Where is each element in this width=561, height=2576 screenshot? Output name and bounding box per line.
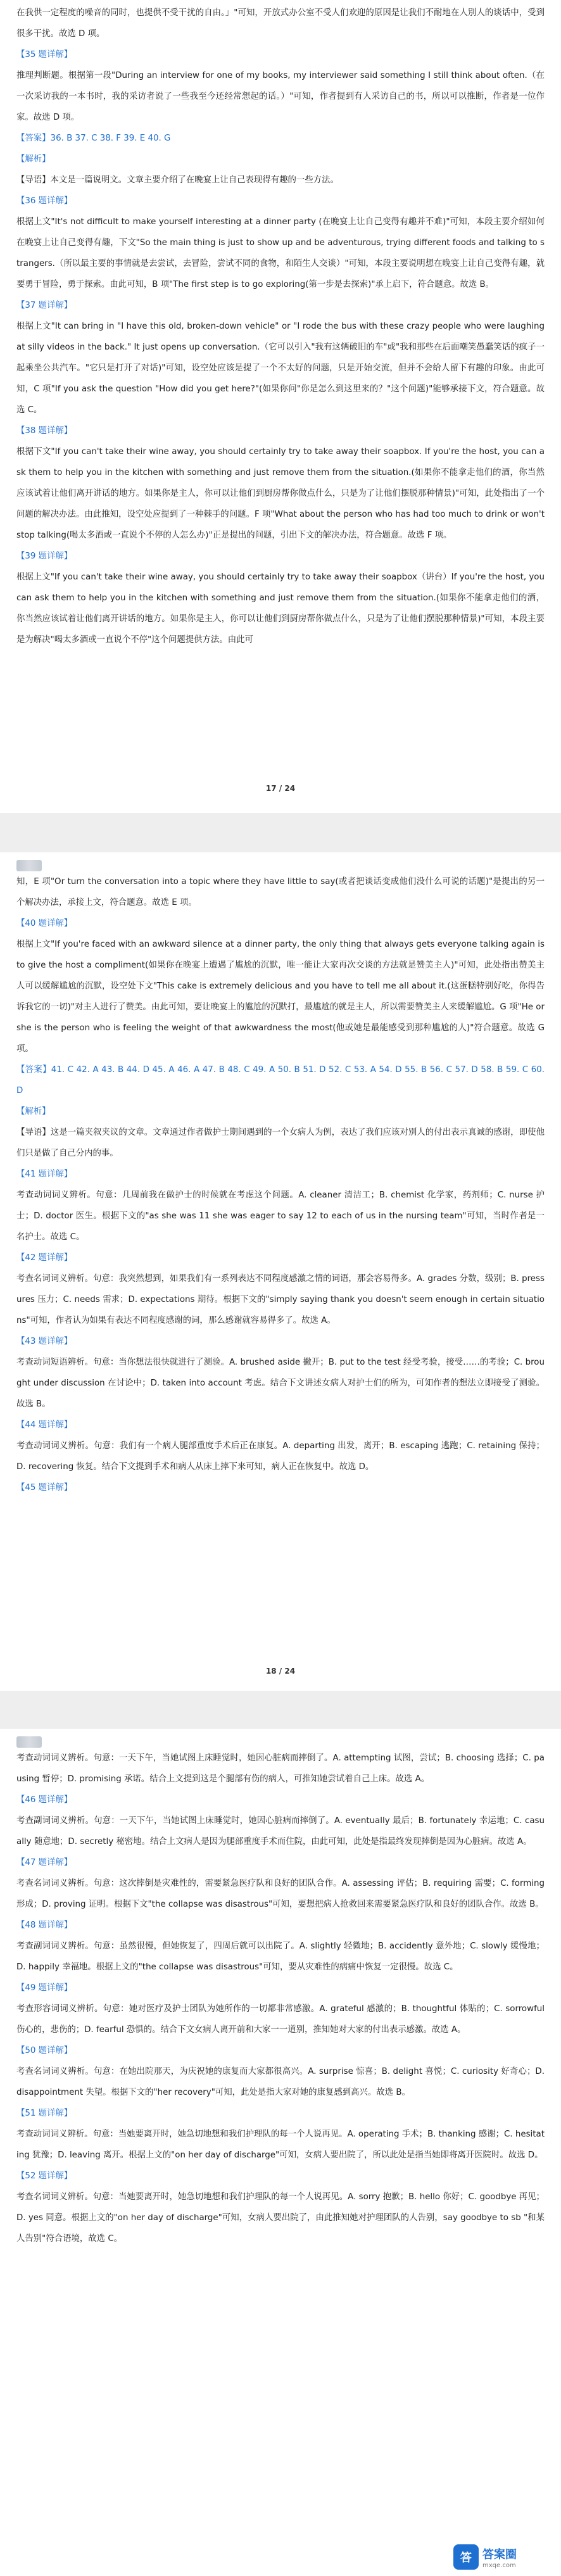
section-label: 【49 题详解】: [16, 1983, 73, 1993]
paragraph: 根据下文"If you can't take their wine away, you should certainly try to take away their soapbox. If you're the host, you can ask them to help you in the kitchen with something and just remove them from the situation.(如果你不能拿走他们的酒，你当然应该试着让他们离开讲话的地方。如果你是主人，你可以让他们到厨房帮你做点什么，只是为了让他们摆脱那种情景)"可知，此处指出了一个问题的解决办法。由此推知，设空处应提到了一种棘手的问题。F 项"What about the person who has had too much to drink or won't stop talking(喝太多酒或一直说个不停的人怎么办)"正是提出的问题，引出下文的解决办法，符合题意。故选 F 项。: [16, 447, 545, 540]
section-label: 【37 题详解】: [16, 301, 73, 310]
page-number: 18 / 24: [265, 1667, 296, 1676]
paragraph: 考查副词词义辨析。句意：虽然很慢，但她恢复了，四周后就可以出院了。A. slightly 轻微地；B. accidently 意外地；C. slowly 缓慢地；D. happily 幸福地。根据上文的"the collapse was disastrous"可知，要从灾难性的病痛中恢复一定很慢。故选 C。: [16, 1941, 545, 1972]
paragraph: 考查动词词义辨析。句意：几周前我在做护士的时候就在考虑这个问题。A. cleaner 清洁工；B. chemist 化学家，药剂师；C. nurse 护士；D. doctor 医生。根据下文的"as she was 11 she was eager to say 12 to each of us in the nursing team"可知，当时作者是一名护士。故选 C。: [16, 1190, 545, 1242]
answer-line: 【答案】41. C 42. A 43. B 44. D 45. A 46. A 47. B 48. C 49. A 50. B 51. D 52. C 53. A 54. D 55. B 56. C 57. D 58. B 59. C 60. D: [16, 1064, 545, 1095]
paragraph: 知，E 项"Or turn the conversation into a topic where they have little to say(或者把谈话变成他们没什么可说的话题)"是提出的另一个解决办法，承接上文，符合题意。故选 E 项。: [16, 876, 545, 907]
paragraph: 【导语】这是一篇夹叙夹议的文章。文章通过作者做护士期间遇到的一个女病人为例，表达了我们应该对别人的付出表示真诚的感谢，即使他们只是做了自己分内的事。: [16, 1127, 545, 1158]
section-label: 【51 题详解】: [16, 2108, 73, 2118]
page-3-body: [16, 1729, 545, 2249]
document-page-2: [0, 852, 561, 1691]
paragraph: 考查形容词词义辨析。句意：她对医疗及护士团队为她所作的一切都非常感激。A. grateful 感激的；B. thoughtful 体贴的；C. sorrowful 伤心的，悲伤的；D. fearful 恐惧的。结合下文女病人离开前和大家一一道别，推知她对大家的付出表示感激。故选 A。: [16, 2004, 545, 2035]
watermark-name: 答案圈: [482, 2548, 517, 2561]
watermark-url: mxqe.com: [482, 2561, 516, 2569]
paragraph: 考查副词词义辨析。句意：一天下午，当她试图上床睡觉时，她因心脏病而摔倒了。A. eventually 最后；B. fortunately 幸运地；C. casually 随意地；D. secretly 秘密地。结合上文病人是因为腿部重度手术而住院，由此可知，此处是指最终发现摔倒是因为心脏病。故选 A。: [16, 1815, 545, 1847]
section-label: 【41 题详解】: [16, 1169, 73, 1179]
page-1-body: [16, 0, 545, 650]
watermark-logo: [453, 2543, 548, 2571]
document-page-3: [0, 1729, 561, 2576]
paragraph: 根据上文"If you can't take their wine away, you should certainly try to take away their soapbox（讲台）If you're the host, you can ask them to help you in the kitchen with something and just remove them from the situation.(如果你不能拿走他们的酒，你当然应该试着让他们离开讲话的地方。如果你是主人，你可以让他们到厨房帮你做点什么，只是为了让他们摆脱那种情景)"可知，本段主要是为解决"喝太多酒或一直说个不停"这个问题提供方法。由此可: [16, 572, 545, 645]
section-label: 【48 题详解】: [16, 1920, 73, 1930]
section-label: 【43 题详解】: [16, 1336, 73, 1346]
paragraph: 根据上文"If you're faced with an awkward silence at a dinner party, the only thing that always gets everyone talking again is to give the host a compliment(如果你在晚宴上遭遇了尴尬的沉默，唯一能让大家再次交谈的方法就是赞美主人)"可知，此处指出赞美主人可以缓解尴尬的沉默，设空处下文"This cake is extremely delicious and you have to tell me all about it.(这蛋糕特别好吃，你得告诉我它的一切)"对主人进行了赞美。由此可知，要让晚宴上的尴尬的沉默打，最尴尬的就是主人，所以需要赞美主人来缓解尴尬。G 项"He or she is the person who is feeling the weight of that awkwardness the most(他或她是最能感受到那种尴尬的人)"符合题意。故选 G 项。: [16, 939, 545, 1054]
paragraph: 根据上文"It's not difficult to make yourself interesting at a dinner party (在晚宴上让自己变得有趣并不难)"可知，本段主要介绍如何在晚宴上让自己变得有趣，下文"So the main thing is just to show up and be adventurous, trying different foods and talking to strangers.（所以最主要的事情就是去尝试，去冒险，尝试不同的食物，和陌生人交谈）"可知，本段主要说明想在晚宴上让自己变得有趣，就要勇于冒险，勇于探索。由此可知，B 项"The first step is to go exploring(第一步是去探索)"承上启下，符合题意。故选 B。: [16, 217, 545, 289]
page-gap: [0, 813, 561, 852]
redacted-header: [16, 1736, 42, 1748]
paragraph: 考查动词短语辨析。句意：当你想法很快就进行了测验。A. brushed aside 撇开；B. put to the test 经受考验，接受……的考验；C. brought under discussion 在讨论中；D. taken into account 考虑。结合下文讲述女病人对护士们的所为，可知作者的想法立即接受了测验。故选 B。: [16, 1357, 545, 1409]
paragraph: 考查名词词义辨析。句意：这次摔倒是灾难性的，需要紧急医疗队和良好的团队合作。A. assessing 评估；B. requiring 需要；C. forming 形成；D. proving 证明。根据下文"the collapse was disastrous"可知，要想把病人抢救回来需要紧急医疗队和良好的团队合作。故选 B。: [16, 1878, 545, 1909]
paragraph: 在我供一定程度的噪音的同时，也提供不受干扰的自由。」"可知，开放式办公室不受人们欢迎的原因是让我们不耐地在人別人的谈话中，受到很多干扰。故选 D 项。: [16, 8, 545, 39]
paragraph: 考查动词词义辨析。句意：一天下午，当她试图上床睡觉时，她因心脏病而摔倒了。A. attempting 试图，尝试；B. choosing 选择；C. pausing 暂停；D. promising 承诺。结合上文提到这是个腿部有伤的病人，可推知她尝试着自己上床。故选 A。: [16, 1753, 545, 1784]
section-label: 【52 题详解】: [16, 2171, 73, 2181]
redacted-header: [16, 860, 42, 871]
section-label: 【35 题详解】: [16, 50, 73, 60]
section-label: 【44 题详解】: [16, 1420, 73, 1430]
section-label: 【38 题详解】: [16, 426, 73, 436]
section-label: 【46 题详解】: [16, 1795, 73, 1805]
paragraph: 考查名词词义辨析。句意：我突然想到，如果我们有一系列表达不同程度感激之情的词语，那会容易得多。A. grades 分数，级别；B. pressures 压力；C. needs 需求；D. expectations 期待。根据下文的"simply saying thank you doesn't seem enough in certain situations"可知，作者认为如果有表达不同程度感谢的词，那么感谢就容易得多了。故选 A。: [16, 1273, 545, 1325]
section-label: 【解析】: [16, 1106, 51, 1116]
section-label: 【47 题详解】: [16, 1857, 73, 1867]
section-label: 【42 题详解】: [16, 1253, 73, 1263]
section-label: 【39 题详解】: [16, 552, 73, 561]
paragraph: 推理判断题。根据第一段"During an interview for one of my books, my interviewer said something I still think about often.（在一次采访我的一本书时，我的采访者说了一些我至今还经常想起的话。）"可知，作者提到有人采访自己的书，所以可以推断，作者是一位作家。故选 D 项。: [16, 71, 545, 122]
section-label: 【45 题详解】: [16, 1482, 73, 1493]
watermark-icon: 答: [453, 2544, 479, 2570]
paragraph: 【导语】本文是一篇说明文。文章主要介绍了在晚宴上让自己表现得有趣的一些方法。: [16, 175, 339, 185]
paragraph: 考查名词词义辨析。句意：当她要离开时，她急切地想和我们护理队的每一个人说再见。A. sorry 抱歉；B. hello 你好；C. goodbye 再见；D. yes 同意。根据上文的"on her day of discharge"可知，女病人要出院了，由此推知她对护理团队的人告别，say goodbye to sb "和某人告别"符合语境，故选 C。: [16, 2192, 545, 2244]
paragraph: 考查名词词义辨析。句意：在她出院那天，为庆祝她的康复而大家都很高兴。A. surprise 惊喜；B. delight 喜悦；C. curiosity 好奇心；D. disappointment 失望。根据下文的"her recovery"可知，此处是指大家对她的康复感到高兴。故选 B。: [16, 2066, 545, 2097]
page-number: 17 / 24: [265, 784, 296, 793]
paragraph: 考查动词词义辨析。句意：当她要离开时，她急切地想和我们护理队的每一个人说再见。A. operating 手术；B. thanking 感谢；C. hesitating 犹豫；D. leaving 离开。根据上文的"on her day of discharge"可知，女病人要出院了，所以此处是指当她即将离开医院时。故选 D。: [16, 2129, 545, 2160]
page-2-body: [16, 852, 545, 1498]
paragraph: 根据上文"It can bring in "I have this old, broken-down vehicle" or "I rode the bus with these crazy people who were laughing at silly videos in the back." It just opens up conversation.（它可以引入"我有这辆破旧的车"或"我和那些在后面嘲笑愚蠢笑话的疯子一起乘坐公共汽车。"它只是打开了对话)"可知，设空处应该是提了一个不太好的问题，只是开始交流，但并不会给人留下有趣的印象。由此可知，C 项"If you ask the question "How did you get here?"(如果你问"你是怎么到这里来的？"这个问题)"能够承接下文，符合题意。故选 C。: [16, 322, 545, 415]
page-gap: [0, 1691, 561, 1729]
section-label: 【40 题详解】: [16, 918, 73, 928]
section-label: 【解析】: [16, 155, 51, 164]
section-label: 【36 题详解】: [16, 196, 73, 206]
answer-line: 【答案】36. B 37. C 38. F 39. E 40. G: [16, 134, 171, 143]
document-page-1: [0, 0, 561, 813]
paragraph: 考查动词词义辨析。句意：我们有一个病人腿部重度手术后正在康复。A. departing 出发，离开；B. escaping 逃跑；C. retaining 保持；D. recovering 恢复。结合下文提到手术和病人从床上摔下来可知，病人正在恢复中。故选 D。: [16, 1441, 545, 1472]
section-label: 【50 题详解】: [16, 2045, 73, 2055]
